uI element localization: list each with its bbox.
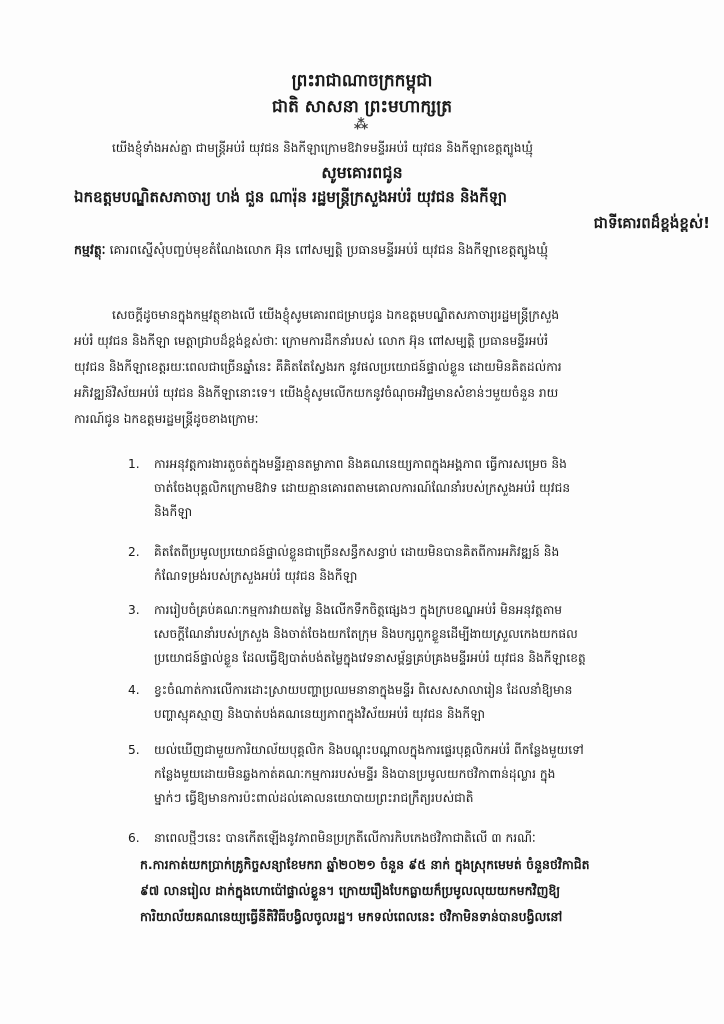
recipient-honorific: ជាទីគោរពដ៏ខ្ពង់ខ្ពស់!	[593, 214, 710, 232]
subject-text: គោរពស្នើសុំបញ្ចប់មុខតំណែងលោក អ៊ុន ពៅសម្បត្តិ ប្រធានមន្ទីរអប់រំ យុវជន និងកីឡាខេត្តត្បូងឃ្មុំ	[105, 242, 549, 257]
sub-item-line: ៩៧ លានរៀល ដាក់ក្នុងហោប៉ៅផ្ទាល់ខ្លួន។ ក្រោយរឿងបែកធ្លាយក៏ប្រមូលលុយយកមកវិញឱ្យ	[140, 883, 561, 898]
ornament-divider: ⁂	[353, 117, 371, 133]
list-item-line: និងកីឡា	[154, 505, 193, 519]
national-motto: ជាតិ សាសនា ព្រះមហាក្សត្រ	[271, 97, 453, 117]
sender-line: យើងខ្ញុំទាំងអស់គ្នា ជាមន្ត្រីអប់រំ យុវជន និងកីឡាក្រោមឱវាទមន្ទីរអប់រំ យុវជន និងកីឡាខេត្តត្បូងឃ្មុំ	[112, 141, 533, 155]
list-item-number: 1.	[128, 457, 140, 471]
list-item-number: 4.	[128, 683, 140, 697]
list-item-number: 5.	[128, 743, 140, 757]
subject-label: កម្មវត្ថុៈ	[74, 242, 106, 257]
list-item-number: 3.	[128, 603, 140, 617]
list-item-line: ការអនុវត្តការងារតួចត់ក្នុងមន្ទីរគ្មានតម្លាភាព និងគណនេយ្យភាពក្នុងអង្គភាព ធ្វើការសម្រេច និង	[154, 457, 567, 471]
list-item-line: ប្រយោជន៍ផ្ទាល់ខ្លួន ដែលធ្វើឱ្យបាត់បង់តម្លៃក្នុងវេទនាសម្ព័ន្ធគ្រប់គ្រងមន្ទីរអប់រំ យុវជន និងកីឡាខេត្ត	[154, 651, 586, 665]
intro-line: អប់រំ យុវជន និងកីឡា មេត្តាជ្រាបដ៏ខ្ពង់ខ្ពស់ថាៈ ក្រោមការដឹកនាំរបស់ លោក អ៊ុន ពៅសម្បត្តិ ប្រធានមន្ទីរអប់រំ	[74, 334, 549, 348]
subject-line	[74, 242, 719, 261]
recipient-line: ឯកឧត្តមបណ្ឌិតសភាចារ្យ ហង់ ជួន ណារ៉ុន រដ្ឋមន្ត្រីក្រសួងអប់រំ យុវជន និងកីឡា	[74, 188, 507, 206]
list-item-line: ខ្វះចំណាត់ការលើការដោះស្រាយបញ្ហាប្រឈមនានាក្នុងមន្ទីរ ពិសេសសាលារៀន ដែលនាំឱ្យមាន	[154, 683, 573, 697]
list-item-line: កន្លែងមួយដោយមិនឆ្លងកាត់គណៈកម្មការរបស់មន្ទីរ និងបានប្រមូលយកថវិកាពាន់ដុល្លារ ក្នុង	[154, 767, 556, 781]
sub-item-line: ក.ការកាត់យកប្រាក់គ្រូកិច្ចសន្យាខែមករា ឆ្នាំ២០២១ ចំនួន ៩៥ នាក់ ក្នុងស្រុកមេមត់ ចំនួនថវិកាជិត	[140, 857, 590, 872]
list-item-line: ការរៀបចំគ្រប់គណៈកម្មការវាយតម្លៃ និងលើកទឹកចិត្តផ្សេងៗ ក្នុងក្របខណ្ឌអប់រំ មិនអនុវត្តតាម	[154, 603, 563, 617]
list-item-line: ចាត់ចែងបុគ្គលិកក្រោមឱវាទ ដោយគ្មានគោរពតាមគោលការណ៍ណែនាំរបស់ក្រសួងអប់រំ យុវជន	[154, 481, 571, 495]
intro-paragraph	[74, 302, 714, 432]
sub-item-line: ការិយាល័យគណនេយ្យធ្វើនីតិវិធីបង្វិលចូលរដ្ឋ។ មកទល់ពេលនេះ ថវិកាមិនទាន់បានបង្វិលនៅ	[140, 909, 563, 924]
list-item-line: នាពេលថ្មីៗនេះ បានកើតឡើងនូវភាពមិនប្រក្រតីលើការកិបកេងថវិកាជាតិលើ ៣ ករណីៈ	[154, 831, 536, 845]
list-item-line: កំណែទម្រង់របស់ក្រសួងអប់រំ យុវជន និងកីឡា	[154, 569, 358, 583]
salutation: សូមគោរពជូន	[321, 163, 403, 182]
intro-line: អភិវឌ្ឍន៍វិស័យអប់រំ យុវជន និងកីឡានោះទេ។ យើងខ្ញុំសូមលើកយកនូវចំណុចអវិជ្ជមានសំខាន់ៗមួយចំនួន រាយ	[74, 386, 559, 400]
intro-line: យុវជន និងកីឡាខេត្តរយៈពេលជាច្រើនឆ្នាំនេះ គឺគិតតែស្វែងរក នូវផលប្រយោជន៍ផ្ទាល់ខ្លួន ដោយមិនគិតដល់ការ	[74, 360, 562, 374]
list-item-line: យល់ឃើញជាមួយការិយាល័យបុគ្គលិក និងបណ្តុះបណ្តាលក្នុងការផ្ទេរបុគ្គលិកអប់រំ ពីកន្លែងមួយទៅ	[154, 743, 584, 757]
list-item-line: គិតតែពីប្រមូលប្រយោជន៍ផ្ទាល់ខ្លួនជាច្រើនសន្ធឹកសន្ធាប់ ដោយមិនបានគិតពីការអភិវឌ្ឍន៍ និង	[154, 545, 560, 559]
sub-item-a	[140, 852, 715, 930]
list-item-line: ម្នាក់ៗ ធ្វើឱ្យមានការប៉ះពាល់ដល់គោលនយោបាយព្រះរាជក្រឹត្យរបស់ជាតិ	[154, 791, 474, 805]
intro-line: ការណ៍ជូន ឯកឧត្តមរដ្ឋមន្ត្រីដូចខាងក្រោមៈ	[74, 412, 259, 426]
list-item-number: 6.	[128, 831, 140, 845]
list-item-line: សេចក្តីណែនាំរបស់ក្រសួង និងចាត់ចែងយកតែក្រុម និងបក្សពួកខ្លួនដើម្បីងាយស្រួលកេងយកផល	[154, 627, 578, 641]
kingdom-heading: ព្រះរាជាណាចក្រកម្ពុជា	[291, 71, 433, 91]
intro-line: សេចក្តីដូចមានក្នុងកម្មវត្ថុខាងលើ យើងខ្ញុំសូមគោរពជម្រាបជូន ឯកឧត្តមបណ្ឌិតសភាចារ្យរដ្ឋមន្ត្រីក្រសួង	[112, 308, 560, 322]
list-item-number: 2.	[128, 545, 140, 559]
list-item-line: បញ្ហាស្មុគស្មាញ និងបាត់បង់គណនេយ្យភាពក្នុងវិស័យអប់រំ យុវជន និងកីឡា	[154, 707, 486, 721]
